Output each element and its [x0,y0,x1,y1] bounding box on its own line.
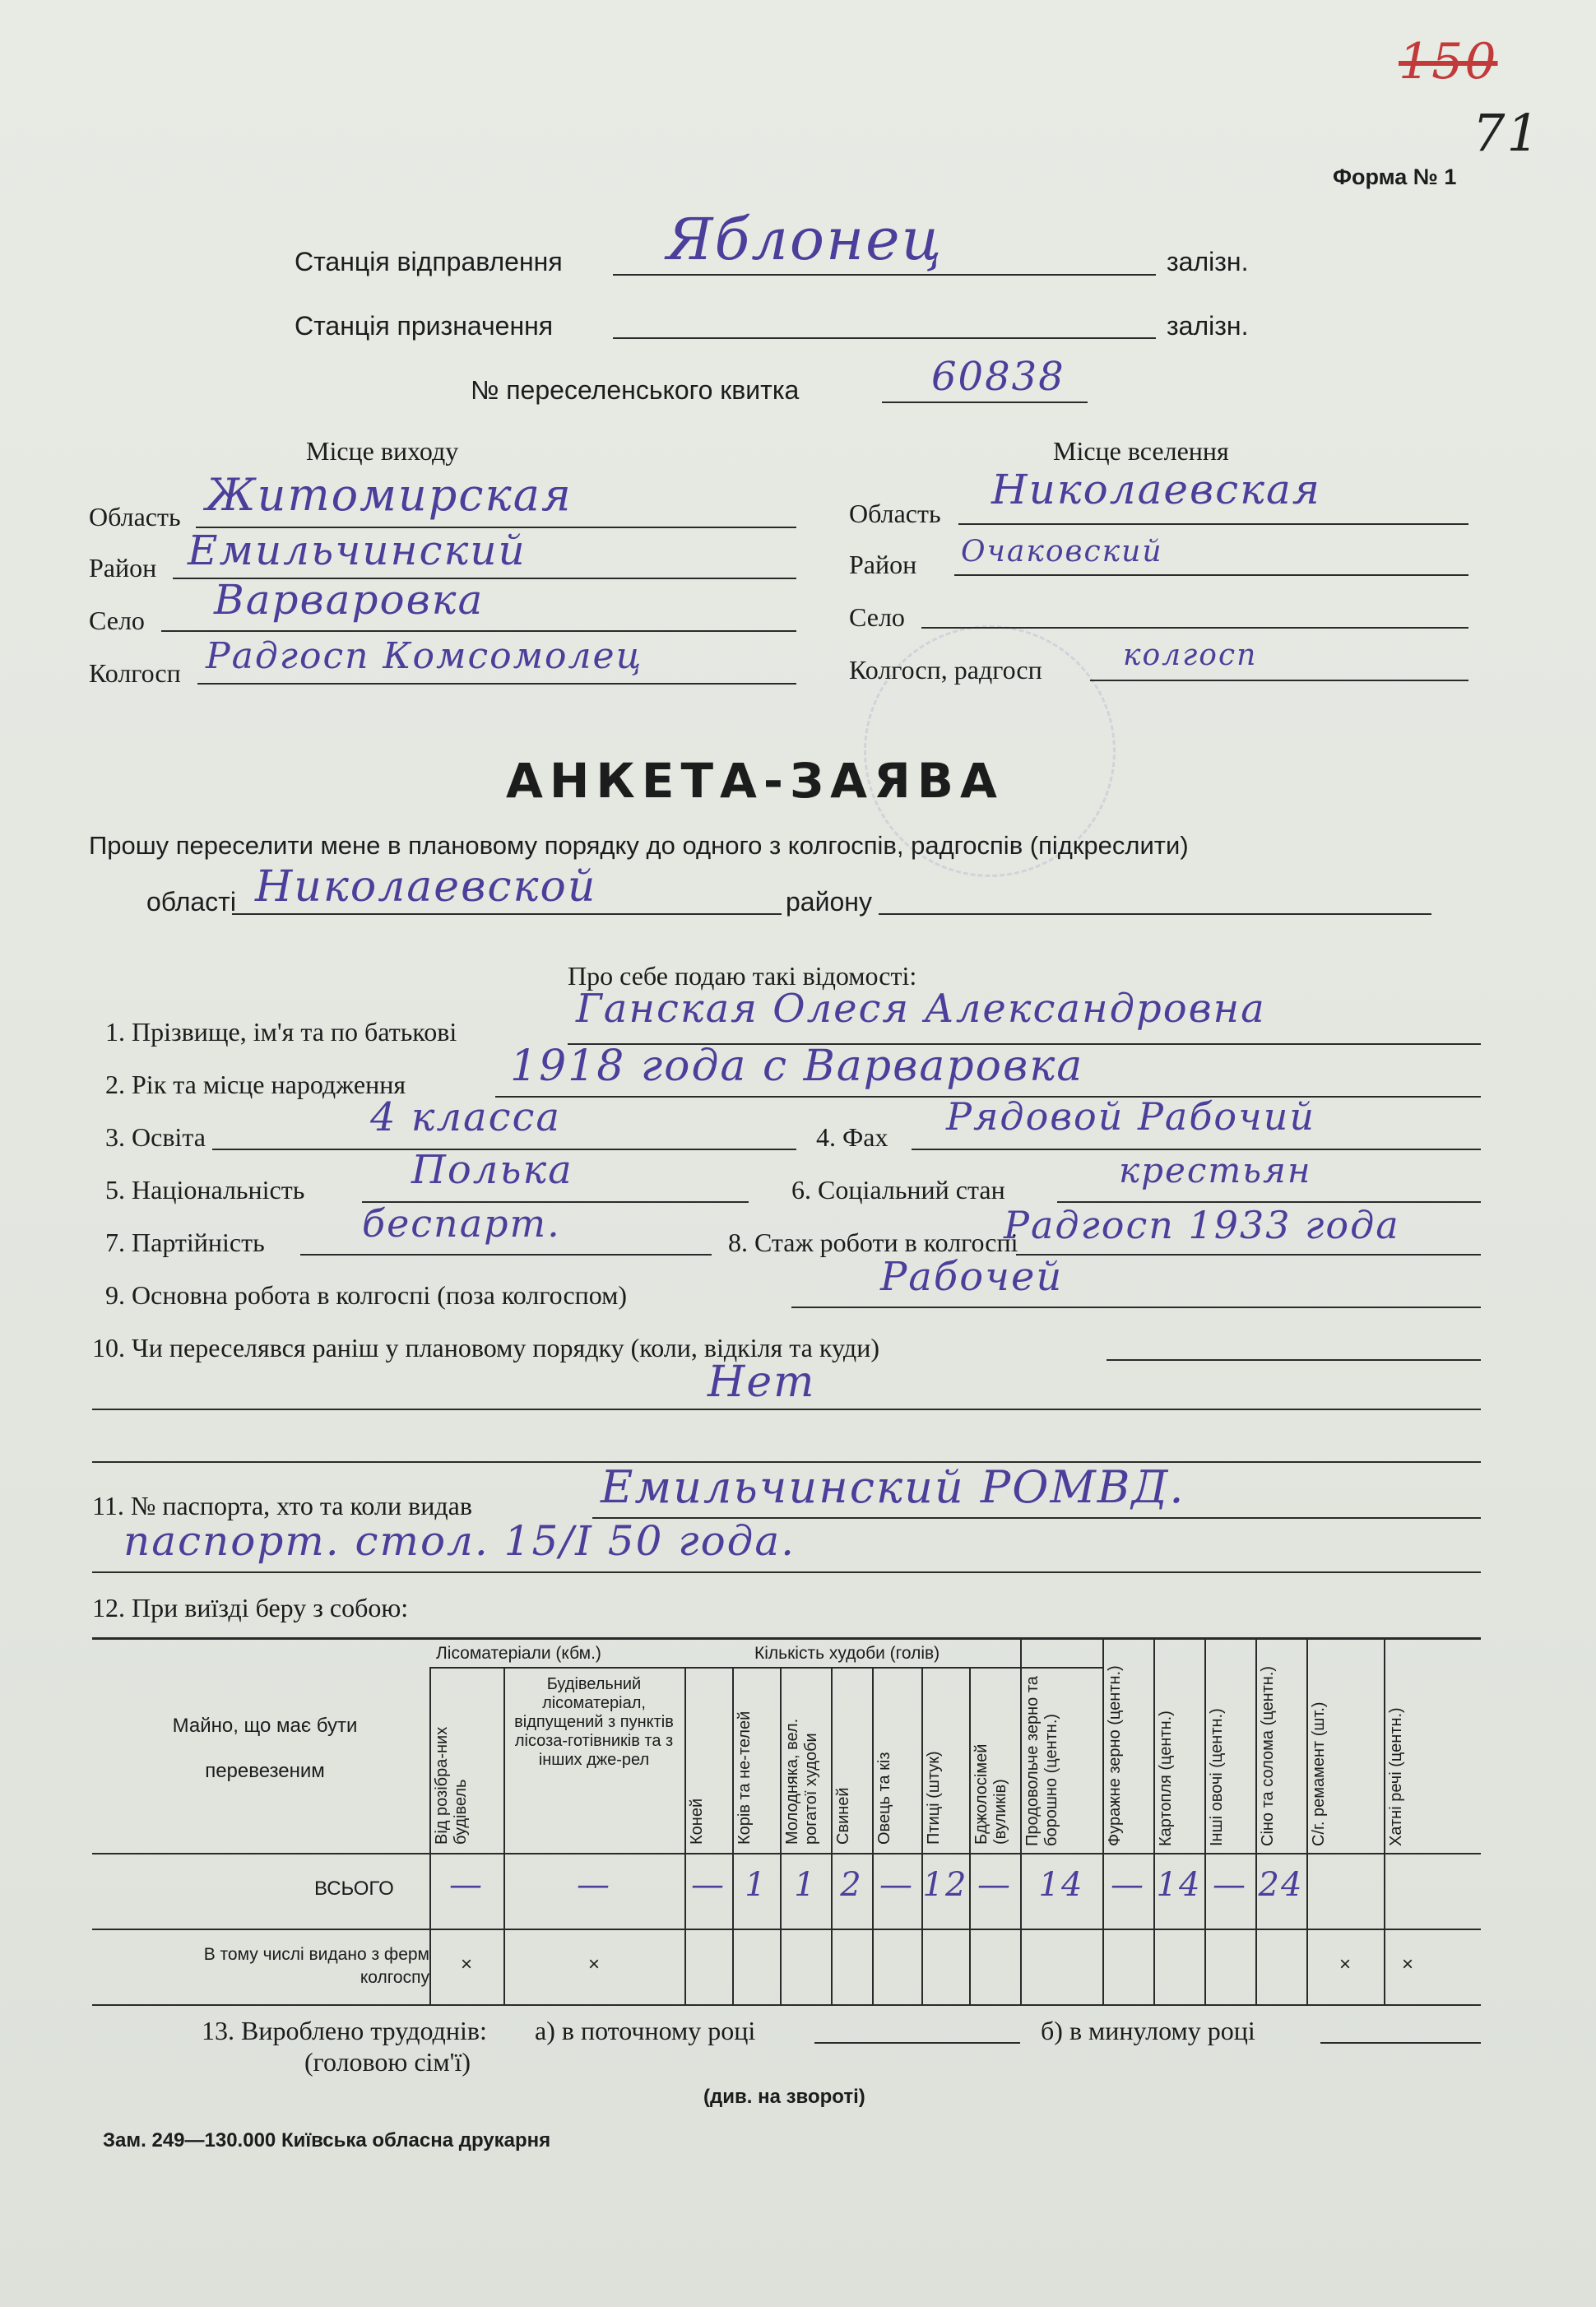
table-column-divider [1306,1637,1308,2004]
field-10-label: 10. Чи переселявся раніш у плановому порядку (коли, відкіля та куди) [92,1333,879,1362]
table-column-header: Будівельний лісоматеріал, відпущений з пунктів лісоза-готівників та з інших дже-рел [514,1675,674,1769]
table-column-divider [1384,1637,1385,2004]
field-3-value: 4 класса [370,1094,562,1140]
field-4-label: 4. Фах [816,1122,888,1152]
field-7-label: 7. Партійність [105,1228,265,1257]
field-13-a-label: а) в поточному році [535,2016,756,2045]
table-header-rule [92,1853,1481,1854]
table-column-divider [1102,1637,1104,2004]
total-cell: 1 [745,1866,768,1904]
destination-selo-label: Село [849,602,905,632]
table-column-divider [969,1667,971,2004]
farm-cell: × [1401,1953,1413,1975]
total-cell: — [691,1866,726,1904]
field-4-value: Рядовой Рабочий [946,1094,1315,1139]
field-12-label: 12. При виїзді беру з собою: [92,1593,409,1622]
table-column-header: Продовольче зерно та борошно (центн.) [1023,1676,1060,1846]
ticket-value: 60838 [931,354,1065,400]
table-column-divider [872,1667,874,2004]
origin-raion-label: Район [89,553,157,583]
field-7-line [300,1254,712,1256]
origin-selo-label: Село [89,606,145,635]
farm-cell: × [460,1953,472,1975]
destination-raion-value: Очаковский [961,535,1163,569]
table-column-header: Хатні речі (центн.) [1387,1707,1405,1846]
field-13-label: 13. Вироблено трудоднів: [202,2016,487,2045]
request-oblast-value: Николаевской [255,862,597,912]
field-5-label: 5. Національність [105,1175,305,1205]
see-back-note: (див. на звороті) [703,2086,865,2108]
destination-kolhosp-label: Колгосп, радгосп [849,655,1042,685]
table-column-header: Овець та кіз [875,1752,893,1845]
table-column-header: Бджолосімей (вуликів) [972,1743,1009,1845]
table-bottom-rule [92,2004,1481,2006]
field-2-label: 2. Рік та місце народження [105,1070,406,1099]
station-departure-value: Яблонец [666,206,944,273]
archive-number: 71 [1473,103,1541,163]
field-5-value: Полька [411,1147,573,1193]
table-column-header: Картопля (центн.) [1157,1711,1175,1846]
field-13-b-label: б) в минулому році [1041,2016,1255,2045]
total-cell: 1 [794,1866,817,1904]
total-cell: 12 [922,1866,968,1904]
total-row-label: ВСЬОГО [314,1878,394,1900]
field-11-value-2: паспорт. стол. 15/I 50 года. [123,1517,796,1565]
origin-oblast-value: Житомирская [206,469,573,521]
station-departure-line [613,274,1156,276]
field-13-b-line [1320,2042,1481,2044]
ticket-label: № переселенського квитка [471,375,800,405]
origin-kolhosp-value: Радгосп Комсомолец [206,635,643,677]
destination-oblast-line [958,523,1468,525]
printer-imprint: Зам. 249—130.000 Київська обласна друкарня [103,2129,551,2151]
request-oblast-line [232,913,782,915]
table-column-divider [1153,1637,1155,2004]
total-cell: 14 [1038,1866,1084,1904]
farm-row-label: В тому числі видано з ферм колгоспу [203,1945,429,1988]
total-cell: 14 [1156,1866,1202,1904]
field-13-sub: (головою сім'ї) [304,2047,471,2077]
field-10-line-2 [92,1409,1481,1410]
field-1-label: 1. Прізвище, ім'я та по батькові [105,1017,457,1047]
table-column-divider [1204,1637,1206,2004]
field-11-value-1: Емильчинский РОМВД. [601,1461,1185,1513]
railway-suffix-2: залізн. [1167,311,1249,341]
origin-heading: Місце виходу [306,436,459,466]
origin-kolhosp-label: Колгосп [89,658,181,688]
field-9-label: 9. Основна робота в колгоспі (поза колгоспом) [105,1280,628,1310]
table-column-divider [921,1667,923,2004]
origin-kolhosp-line [197,683,796,685]
station-departure-label: Станція відправлення [295,247,563,276]
destination-heading: Місце вселення [1053,436,1229,466]
origin-selo-line [161,630,796,632]
field-10-line-1 [1107,1359,1481,1361]
table-column-header: Сіно та солома (центн.) [1259,1665,1277,1846]
total-cell: — [879,1866,914,1904]
table-column-header: Фуражне зерно (центн.) [1106,1665,1124,1846]
table-column-header: Інші овочі (центн.) [1208,1708,1226,1846]
total-cell: 24 [1258,1866,1304,1904]
table-column-divider [831,1667,833,2004]
destination-kolhosp-value: колгосп [1123,638,1258,672]
table-column-header: С/г. ремамент (шт.) [1310,1701,1328,1846]
field-8-value: Радгосп 1933 года [1004,1203,1400,1247]
railway-suffix-1: залізн. [1167,247,1249,276]
field-2-value: 1918 года с Варваровка [510,1042,1084,1091]
farm-cell: × [1339,1953,1351,1975]
total-cell: — [1213,1866,1247,1904]
field-11-label: 11. № паспорта, хто та коли видав [92,1491,472,1520]
origin-raion-value: Емильчинский [188,527,527,574]
origin-oblast-label: Область [89,502,181,531]
table-column-divider [780,1667,782,2004]
table-total-rule [92,1929,1481,1930]
table-column-header: Корів та не-телей [735,1711,754,1845]
request-raion-label: району [786,887,872,917]
request-raion-line [879,913,1431,915]
total-cell: — [449,1866,484,1904]
request-line: Прошу переселити мене в плановому порядку до одного з колгоспів, радгоспів (підкреслити) [89,831,1189,860]
field-3-label: 3. Освіта [105,1122,206,1152]
archive-number-struck: 150 [1399,33,1498,91]
table-column-header: Коней [688,1798,706,1845]
table-column-divider [1255,1637,1257,2004]
table-column-divider [1020,1637,1022,2004]
field-7-value: беспарт. [362,1201,561,1246]
field-10-value: Нет [708,1358,816,1407]
field-9-value: Рабочей [880,1254,1064,1300]
request-oblast-label: області [146,887,236,917]
farm-cell: × [587,1953,600,1975]
destination-raion-label: Район [849,550,917,579]
field-8-line [1016,1254,1481,1256]
livestock-group-header: Кількість худоби (голів) [754,1644,940,1663]
destination-oblast-label: Область [849,499,941,528]
table-column-header: Птиці (штук) [925,1751,943,1845]
destination-selo-line [921,627,1468,629]
table-column-divider [684,1667,686,2004]
table-column-header: Молодняка, вел. рогатої худоби [783,1718,820,1845]
table-column-divider [732,1667,734,2004]
origin-selo-value: Варваровка [214,576,485,624]
timber-group-header: Лісоматеріали (кбм.) [436,1644,601,1663]
destination-oblast-value: Николаевская [991,466,1321,513]
destination-kolhosp-line [1090,680,1468,681]
total-cell: — [977,1866,1012,1904]
field-6-value: крестьян [1119,1150,1312,1191]
destination-raion-line [954,574,1468,576]
field-6-label: 6. Соціальний стан [791,1175,1005,1205]
property-table [92,1637,1481,2004]
property-header: Майно, що має бути перевезеним [172,1715,358,1783]
field-13-a-line [814,2042,1020,2044]
table-column-header: Від розібра-них будівель [433,1726,470,1845]
ticket-line [882,402,1088,403]
station-destination-line [613,337,1156,339]
total-cell: — [577,1866,611,1904]
field-1-value: Ганская Олеся Александровна [576,986,1266,1032]
table-group-rule-timber [429,1667,684,1669]
field-11-line-2 [92,1571,1481,1573]
total-cell: 2 [840,1866,863,1904]
document-title: АНКЕТА-ЗАЯВА [506,753,1004,809]
intro-text: Про себе подаю такі відомості: [568,961,917,991]
table-top-rule [92,1637,1481,1640]
table-column-header: Свиней [834,1787,852,1845]
form-number: Форма № 1 [1333,165,1457,189]
field-8-label: 8. Стаж роботи в колгоспі [728,1228,1018,1257]
field-9-line [791,1307,1481,1308]
station-destination-label: Станція призначення [295,311,554,341]
total-cell: — [1111,1866,1145,1904]
